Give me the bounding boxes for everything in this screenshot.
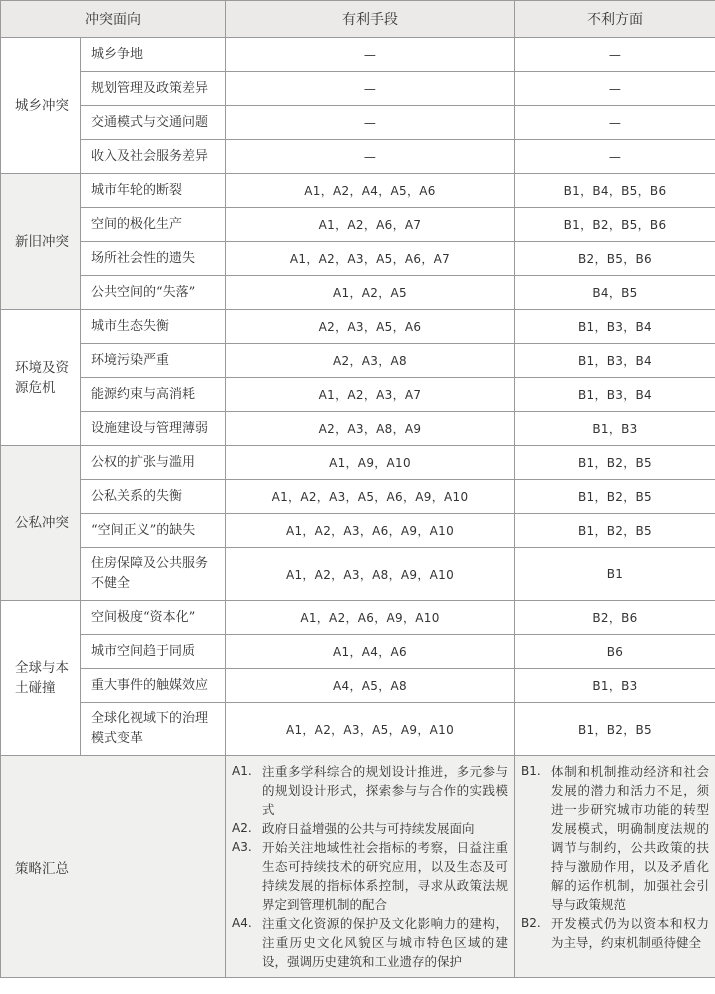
advantage-cell: A1，A2，A3，A8，A9，A10 bbox=[226, 548, 515, 601]
item-code: A3. bbox=[232, 840, 252, 854]
item-text: 开发模式仍为以资本和权力为主导，约束机制亟待健全 bbox=[551, 916, 709, 950]
row-label: 公权的扩张与滥用 bbox=[81, 446, 226, 480]
table-row bbox=[1, 106, 715, 140]
table-row bbox=[1, 412, 715, 446]
advantage-summary bbox=[226, 756, 515, 978]
summary-item bbox=[232, 838, 508, 914]
row-label: 场所社会性的遗失 bbox=[81, 242, 226, 276]
header-disadvantage: 不利方面 bbox=[515, 1, 715, 38]
disadvantage-cell: B1，B2，B5 bbox=[515, 446, 715, 480]
table-row bbox=[1, 635, 715, 669]
advantage-cell: A1，A2，A6，A7 bbox=[226, 208, 515, 242]
summary-item bbox=[521, 914, 709, 952]
disadvantage-cell: — bbox=[515, 72, 715, 106]
row-label: 全球化视域下的治理模式变革 bbox=[81, 703, 226, 756]
summary-row bbox=[1, 756, 715, 978]
advantage-cell: — bbox=[226, 140, 515, 174]
row-label: 城市生态失衡 bbox=[81, 310, 226, 344]
item-text: 政府日益增强的公共与可持续发展面向 bbox=[262, 821, 475, 836]
table-row bbox=[1, 208, 715, 242]
table-row bbox=[1, 38, 715, 72]
summary-label: 策略汇总 bbox=[1, 756, 226, 978]
advantage-cell: A1，A4，A6 bbox=[226, 635, 515, 669]
item-text: 开始关注地域性社会指标的考察，日益注重生态可持续技术的研究应用，以及生态及可持续发展的指标体系控制，寻求从政策法规界定到管理机制的配合 bbox=[262, 840, 508, 912]
summary-item bbox=[232, 762, 508, 819]
group-label: 公私冲突 bbox=[1, 446, 81, 601]
disadvantage-cell: B6 bbox=[515, 635, 715, 669]
advantage-cell: A1，A9，A10 bbox=[226, 446, 515, 480]
disadvantage-cell: B2，B5，B6 bbox=[515, 242, 715, 276]
disadvantage-cell: B4，B5 bbox=[515, 276, 715, 310]
advantage-cell: A2，A3，A5，A6 bbox=[226, 310, 515, 344]
group-label: 全球与本土碰撞 bbox=[1, 601, 81, 756]
row-label: 设施建设与管理薄弱 bbox=[81, 412, 226, 446]
row-label: 重大事件的触媒效应 bbox=[81, 669, 226, 703]
row-label: 空间极度“资本化” bbox=[81, 601, 226, 635]
table-row bbox=[1, 174, 715, 208]
row-label: 交通模式与交通问题 bbox=[81, 106, 226, 140]
row-label: 空间的极化生产 bbox=[81, 208, 226, 242]
disadvantage-cell: B1，B3 bbox=[515, 669, 715, 703]
summary-item bbox=[232, 819, 508, 838]
advantage-cell: A2，A3，A8，A9 bbox=[226, 412, 515, 446]
table-row bbox=[1, 310, 715, 344]
advantage-cell: A1，A2，A3，A7 bbox=[226, 378, 515, 412]
header-conflict: 冲突面向 bbox=[1, 1, 226, 38]
disadvantage-cell: B1，B3 bbox=[515, 412, 715, 446]
disadvantage-cell: — bbox=[515, 38, 715, 72]
table-row bbox=[1, 446, 715, 480]
row-label: 能源约束与高消耗 bbox=[81, 378, 226, 412]
advantage-cell: A1，A2，A4，A5，A6 bbox=[226, 174, 515, 208]
disadvantage-cell: B1，B3，B4 bbox=[515, 310, 715, 344]
disadvantage-cell: B2，B6 bbox=[515, 601, 715, 635]
row-label: 规划管理及政策差异 bbox=[81, 72, 226, 106]
advantage-cell: — bbox=[226, 38, 515, 72]
table-row bbox=[1, 703, 715, 756]
advantage-cell: A4，A5，A8 bbox=[226, 669, 515, 703]
header-advantage: 有利手段 bbox=[226, 1, 515, 38]
row-label: 城乡争地 bbox=[81, 38, 226, 72]
disadvantage-cell: B1，B2，B5，B6 bbox=[515, 208, 715, 242]
row-label: 城市空间趋于同质 bbox=[81, 635, 226, 669]
table-row bbox=[1, 601, 715, 635]
disadvantage-summary bbox=[515, 756, 715, 978]
disadvantage-cell: B1，B2，B5 bbox=[515, 480, 715, 514]
disadvantage-cell: B1，B2，B5 bbox=[515, 703, 715, 756]
disadvantage-cell: B1 bbox=[515, 548, 715, 601]
item-code: A4. bbox=[232, 916, 252, 930]
item-text: 注重多学科综合的规划设计推进，多元参与的规划设计形式，探索参与与合作的实践模式 bbox=[262, 764, 508, 817]
row-label: 公私关系的失衡 bbox=[81, 480, 226, 514]
advantage-cell: A2，A3，A8 bbox=[226, 344, 515, 378]
table-row bbox=[1, 242, 715, 276]
summary-item bbox=[521, 762, 709, 914]
row-label: “空间正义”的缺失 bbox=[81, 514, 226, 548]
advantage-cell: A1，A2，A3，A5，A9，A10 bbox=[226, 703, 515, 756]
item-code: B1. bbox=[521, 764, 541, 778]
table-row bbox=[1, 378, 715, 412]
disadvantage-cell: B1，B3，B4 bbox=[515, 344, 715, 378]
advantage-cell: A1，A2，A3，A5，A6，A9，A10 bbox=[226, 480, 515, 514]
advantage-cell: A1，A2，A5 bbox=[226, 276, 515, 310]
item-text: 注重文化资源的保护及文化影响力的建构，注重历史文化风貌区与城市特色区域的建设，强调历史建筑和工业遗存的保护 bbox=[262, 916, 508, 969]
advantage-cell: A1，A2，A3，A6，A9，A10 bbox=[226, 514, 515, 548]
table-row bbox=[1, 72, 715, 106]
advantage-cell: — bbox=[226, 106, 515, 140]
row-label: 公共空间的“失落” bbox=[81, 276, 226, 310]
item-code: A1. bbox=[232, 764, 252, 778]
group-label: 环境及资源危机 bbox=[1, 310, 81, 446]
table-row bbox=[1, 514, 715, 548]
table-row bbox=[1, 140, 715, 174]
disadvantage-cell: — bbox=[515, 106, 715, 140]
row-label: 城市年轮的断裂 bbox=[81, 174, 226, 208]
table-row bbox=[1, 480, 715, 514]
advantage-cell: A1，A2，A3，A5，A6，A7 bbox=[226, 242, 515, 276]
disadvantage-cell: — bbox=[515, 140, 715, 174]
advantage-cell: A1，A2，A6，A9，A10 bbox=[226, 601, 515, 635]
item-code: B2. bbox=[521, 916, 541, 930]
disadvantage-cell: B1，B2，B5 bbox=[515, 514, 715, 548]
table-row bbox=[1, 344, 715, 378]
header-row bbox=[1, 1, 715, 38]
row-label: 环境污染严重 bbox=[81, 344, 226, 378]
disadvantage-cell: B1，B3，B4 bbox=[515, 378, 715, 412]
table-row bbox=[1, 669, 715, 703]
group-label: 城乡冲突 bbox=[1, 38, 81, 174]
disadvantage-cell: B1，B4，B5，B6 bbox=[515, 174, 715, 208]
item-code: A2. bbox=[232, 821, 252, 835]
row-label: 收入及社会服务差异 bbox=[81, 140, 226, 174]
advantage-cell: — bbox=[226, 72, 515, 106]
table-row bbox=[1, 548, 715, 601]
row-label: 住房保障及公共服务不健全 bbox=[81, 548, 226, 601]
summary-item bbox=[232, 914, 508, 971]
table-row bbox=[1, 276, 715, 310]
group-label: 新旧冲突 bbox=[1, 174, 81, 310]
item-text: 体制和机制推动经济和社会发展的潜力和活力不足，须进一步研究城市功能的转型发展模式，明确制度法规的调节与制约，公共政策的扶持与激励作用，以及矛盾化解的运作机制，加强社会引导与政策规范 bbox=[551, 764, 709, 912]
